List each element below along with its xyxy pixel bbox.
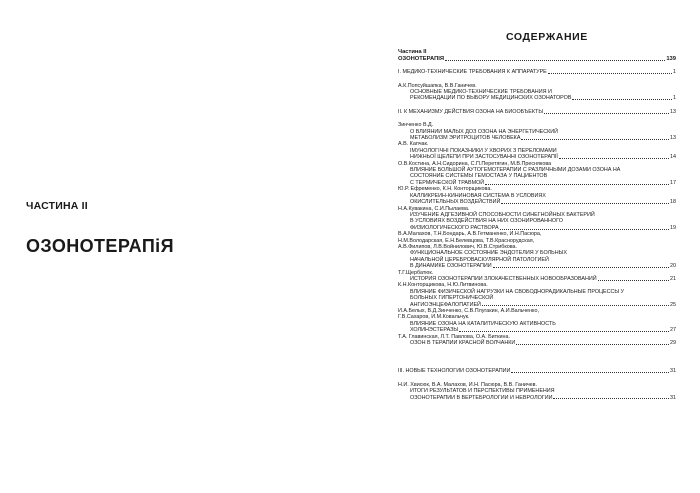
toc-entry-authors: Н.М.Володарская, Е.Н.Белевцова, Т.В.Краснорудская, <box>398 237 535 244</box>
part-title: ОЗОНОТЕРАПіЯ <box>26 236 174 256</box>
dot-leader <box>572 99 672 100</box>
right-page <box>398 0 676 493</box>
toc-entry[interactable] <box>398 340 676 346</box>
toc-entry-page: 1 <box>673 95 676 102</box>
toc-entry-title-line: МЕТАБОЛИЗМ ЭРИТРОЦИТОВ ЧЕЛОВЕКА <box>410 135 521 142</box>
toc-entry-title-line: БОЛЬНЫХ ГИПЕРТОНИЧЕСКОЙ <box>410 295 494 302</box>
toc-entry-authors: Н.А.Кувакина, С.И.Пылаева. <box>398 205 470 212</box>
toc-section-3[interactable] <box>398 368 676 374</box>
toc-entry-authors: Н.И. Хвисюк, В.А. Малахов, И.Н. Пасюра, В.В. Ганичев. <box>398 381 538 388</box>
toc-entry-authors: Т.Г.Щербатюк. <box>398 269 434 276</box>
dot-leader <box>500 229 669 230</box>
toc-entry-title-line: КАЛЛИКРЕИН-КИНИНОВАЯ СИСТЕМА В УСЛОВИЯХ <box>410 192 546 199</box>
section-title: III. НОВЫЕ ТЕХНОЛОГИИ ОЗОНОТЕРАПИИ <box>398 368 511 375</box>
dot-leader <box>511 372 669 373</box>
dot-leader <box>485 184 669 185</box>
toc-entry-title-line: ИСТОРИЯ ОЗОНОТЕРАПИИ ЗЛОКАЧЕСТВЕННЫХ НОВООБРАЗОВАНИЙ <box>410 275 597 282</box>
dot-leader <box>544 113 669 114</box>
part-header: Частина II <box>398 49 427 55</box>
section-title: I. МЕДИКО-ТЕХНИЧЕСКИЕ ТРЕБОВАНИЯ К АППАРАТУРЕ <box>398 69 547 76</box>
dot-leader <box>445 60 665 61</box>
dot-leader <box>598 280 669 281</box>
toc-entry-title-line: ВЛИЯНИЕ БОЛЬШОЙ АУТОГЕМОТЕРАПИИ С РАЗЛИЧНЫМИ ДОЗАМИ ОЗОНА НА <box>410 167 621 174</box>
section-title: II. К МЕХАНИЗМУ ДЕЙСТВИЯ ОЗОНА НА БИООБЪЕКТЫ <box>398 108 544 115</box>
toc-entry-title-line: СОСТОЯНИЕ СИСТЕМЫ ГЕМОСТАЗА У ПАЦИЕНТОВ <box>410 173 548 180</box>
dot-leader <box>493 267 669 268</box>
part-label: ЧАСТИНА II <box>26 200 88 212</box>
toc-entry-authors: А.В.Филипов, Л.В.Войнилович, Ю.В.Стрибкова. <box>398 243 518 250</box>
table-of-contents <box>398 49 676 401</box>
toc-entry-page: 20 <box>670 263 676 270</box>
toc-entry-title-line: ОСНОВНЫЕ МЕДИКО-ТЕХНИЧЕСКИЕ ТРЕБОВАНИЯ И <box>410 89 552 95</box>
section-page: 13 <box>670 108 676 115</box>
toc-entry-page: 29 <box>670 340 676 347</box>
dot-leader <box>459 331 669 332</box>
toc-entry-page: 19 <box>670 224 676 231</box>
toc-entry-title-line: ФИЗИОЛОГИЧЕСКОГО РАСТВОРА <box>410 224 499 231</box>
toc-part-page: 139 <box>666 55 676 62</box>
toc-entry-title-line: ВЛИЯНИЕ ОЗОНА НА КАТАЛИТИЧЕСКУЮ АКТИВНОСТЬ <box>410 320 556 327</box>
toc-entry-title-line: НАЧАЛЬНОЙ ЦЕРЕБРОВАСКУЛЯРНОЙ ПАТОЛОГИЕЙ <box>410 256 549 263</box>
toc-part-title: ОЗОНОТЕРАПІЯ <box>398 55 445 62</box>
toc-entry[interactable] <box>398 395 676 401</box>
toc-entry-page: 31 <box>670 394 676 401</box>
toc-entry-title-line: В УСЛОВИЯХ ВОЗДЕЙСТВИЯ НА НИХ ОЗОНИРОВАННОГО <box>410 218 563 225</box>
toc-entry-title-line: РЕКОМЕНДАЦИИ ПО ВЫБОРУ МЕДИЦИНСКИХ ОЗОНАТОРОВ <box>410 95 572 102</box>
toc-entry-title-line: ХОЛИНЭСТЕРАЗЫ <box>410 327 459 334</box>
toc-entry-page: 14 <box>670 154 676 161</box>
toc-entry-title-line: О ВЛИЯНИИ МАЛЫХ ДОЗ ОЗОНА НА ЭНЕРГЕТИЧЕСКИЙ <box>410 128 559 135</box>
toc-entry-authors: К.Н.Конторщикова, Н.Ю.Литвинова. <box>398 282 488 289</box>
section-page: 1 <box>673 69 676 76</box>
dot-leader <box>548 73 672 74</box>
toc-entry-title-line: ИЗУЧЕНИЕ АДГЕЗИВНОЙ СПОСОБНОСТИ СИНЕГНОЙНЫХ БАКТЕРИЙ <box>410 211 595 218</box>
dot-leader <box>482 305 669 306</box>
toc-section-2[interactable] <box>398 109 676 115</box>
toc-entry-title-line: В ДИНАМИКЕ ОЗОНОТЕРАПИИ <box>410 263 492 270</box>
toc-section-1[interactable] <box>398 69 676 75</box>
toc-entry-authors: Г.В.Сахаров, И.М.Ковальчук. <box>398 314 470 321</box>
toc-entry-page: 27 <box>670 327 676 334</box>
dot-leader <box>521 139 669 140</box>
toc-entry-authors: И.А.Белых, В.Д.Зинченко, С.В.Плугакин, А.И.Вальченко, <box>398 308 539 314</box>
section-page: 31 <box>670 368 676 375</box>
toc-entry-authors: В.А.Малахов, Т.Н.Бондарь, А.В.Гетманенко, И.Н.Пасюра, <box>398 231 542 238</box>
toc-entry-title-line: С ТЕРМИЧЕСКОЙ ТРАВМОЙ <box>410 179 485 186</box>
toc-part-entry[interactable] <box>398 56 676 63</box>
toc-entry[interactable] <box>398 95 676 101</box>
toc-entry-title-line: ОЗОН В ТЕРАПИИ КРАСНОЙ ВОЛЧАНКИ <box>410 340 516 347</box>
toc-entry-title-line: ИТОГИ РЕЗУЛЬТАТОВ И ПЕРСПЕКТИВЫ ПРИМЕНЕНИЯ <box>410 388 555 395</box>
toc-entry-page: 25 <box>670 301 676 308</box>
toc-entry-authors: Т.А. Главинская, Л.Т. Павлова, О.А. Биткина. <box>398 333 510 340</box>
dot-leader <box>559 158 669 159</box>
dot-leader <box>501 203 669 204</box>
toc-entry-authors: О.В.Костина, А.Н.Сидорина, С.П.Перетягин, М.В.Преснякова <box>398 160 552 167</box>
toc-entry-title-line: ВЛИЯНИЕ ФИЗИЧЕСКОЙ НАГРУЗКИ НА СВОБОДНОРАДИКАЛЬНЫЕ ПРОЦЕССЫ У <box>410 288 625 295</box>
toc-entry-title-line: ІМУНОЛОГІЧНІ ПОКАЗНИКИ У ХВОРИХ З ПЕРЕЛОМАМИ <box>410 147 557 154</box>
toc-entry-title-line: ОЗОНОТЕРАПИИ В ВЕРТЕБРОЛОГИИ И НЕВРОЛОГИИ <box>410 394 553 401</box>
toc-entry-page: 17 <box>670 179 676 186</box>
toc-entry-page: 13 <box>670 135 676 142</box>
toc-entry-title-line: НИЖНЬОЇ ЩЕЛЕПИ ПРИ ЗАСТОСУВАННІ ОЗОНОТЕРАПІЇ <box>410 154 558 161</box>
contents-title: СОДЕРЖАНИЕ <box>506 31 588 43</box>
dot-leader <box>516 344 669 345</box>
toc-entry-page: 18 <box>670 199 676 206</box>
toc-entry-authors: Зинченко В.Д. <box>398 122 434 129</box>
dot-leader <box>553 398 669 399</box>
toc-entry-authors: Ю.Р. Ефременко, К.Н. Конторщикова. <box>398 186 492 193</box>
toc-entry-authors: А.В. Капчак. <box>398 141 429 148</box>
toc-entry-page: 21 <box>670 275 676 282</box>
toc-entry-authors: А.К.Попсуйшапка, В.В.Ганичев. <box>398 82 477 89</box>
toc-entry-title-line: ФУНКЦИОНАЛЬНОЕ СОСТОЯНИЕ ЭНДОТЕЛИЯ У БОЛЬНЫХ <box>410 250 567 257</box>
toc-entry-title-line: АНГИОЭНЦЕФАЛОПАТИЕЙ <box>410 301 481 308</box>
toc-entry-title-line: ОКИСЛИТЕЛЬНЫХ ВОЗДЕЙСТВИЙ <box>410 199 501 206</box>
